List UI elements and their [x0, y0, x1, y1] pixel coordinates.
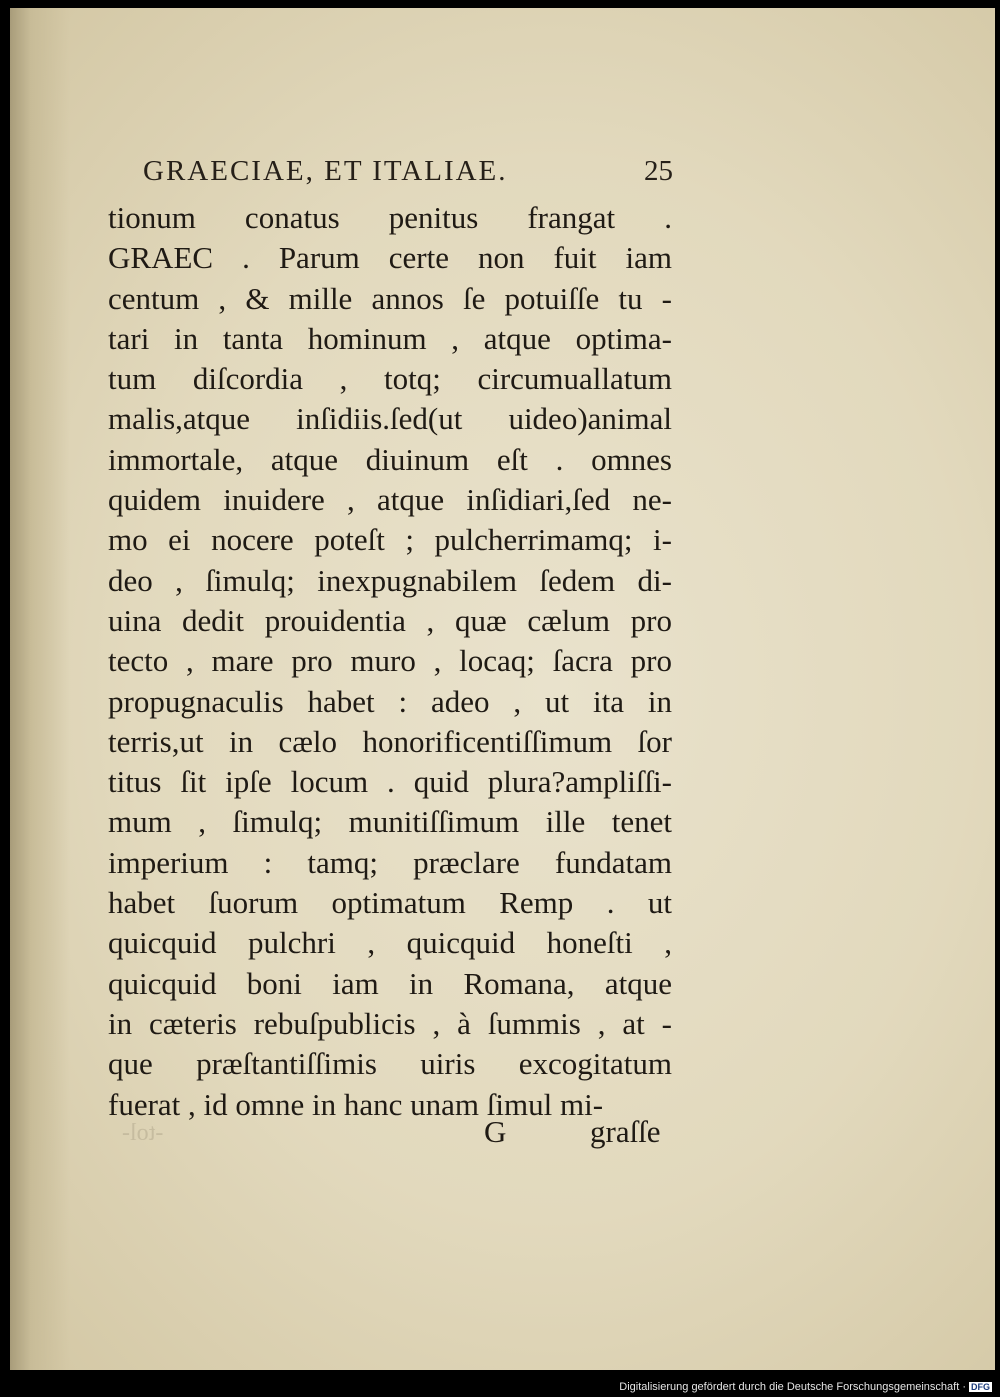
text-line: immortale, atque diuinum eſt . omnes [108, 441, 672, 477]
signature-mark: G [484, 1114, 507, 1149]
running-head-title: GRAECIAE, ET ITALIAE. [143, 155, 508, 187]
dfg-logo: DFG [971, 1382, 990, 1392]
text-line: fuerat , id omne in hanc unam ſimul mi- [108, 1086, 604, 1122]
text-line: titus ſit ipſe locum . quid plura?ampliſſi- [108, 764, 672, 800]
text-line: quicquid boni iam in Romana, atque [108, 965, 672, 1001]
text-line: tari in tanta hominum , atque optima- [108, 320, 672, 356]
text-line: habet ſuorum optimatum Remp . ut [108, 885, 672, 921]
text-line: centum , & mille annos ſe potuiſſe tu - [108, 280, 672, 316]
text-line: deo , ſimulq; inexpugnabilem ſedem di- [108, 562, 672, 598]
body-text [108, 198, 672, 1125]
text-line: tecto , mare pro muro , locaq; ſacra pro [108, 643, 672, 679]
text-line: que præſtantiſſimis uiris excogitatum [108, 1046, 672, 1082]
digitization-credit: Digitalisierung gefördert durch die Deutsche Forschungsgemeinschaft · DFG [619, 1381, 990, 1393]
text-line: imperium : tamq; præclare fundatam [108, 844, 672, 880]
text-line: mum , ſimulq; munitiſſimum ille tenet [108, 804, 672, 840]
book-page [10, 8, 995, 1370]
text-line: mo ei nocere poteſt ; pulcherrimamq; i- [108, 522, 672, 558]
text-line: propugnaculis habet : adeo , ut ita in [108, 683, 672, 719]
text-line: GRAEC . Parum certe non fuit iam [108, 240, 672, 276]
text-line: tionum conatus penitus frangat . [108, 200, 672, 235]
page-number: 25 [644, 155, 673, 187]
catchword: graſſe [590, 1114, 661, 1149]
text-line: tum diſcordia , totq; circumuallatum [108, 361, 672, 397]
text-line: uina dedit prouidentia , quæ cælum pro [108, 602, 672, 638]
running-head [143, 155, 673, 188]
text-line: in cæteris rebuſpublicis , à ſummis , at - [108, 1005, 672, 1041]
bleed-through-text: -tol- [122, 1120, 164, 1146]
text-line: terris,ut in cælo honorificentiſſimum ſor [108, 723, 672, 759]
text-line: quidem inuidere , atque inſidiari,ſed ne- [108, 482, 672, 518]
text-line: malis,atque inſidiis.ſed(ut uideo)animal [108, 401, 672, 437]
credit-text: Digitalisierung gefördert durch die Deutsche Forschungsgemeinschaft [619, 1381, 960, 1393]
text-line: quicquid pulchri , quicquid honeſti , [108, 925, 672, 961]
